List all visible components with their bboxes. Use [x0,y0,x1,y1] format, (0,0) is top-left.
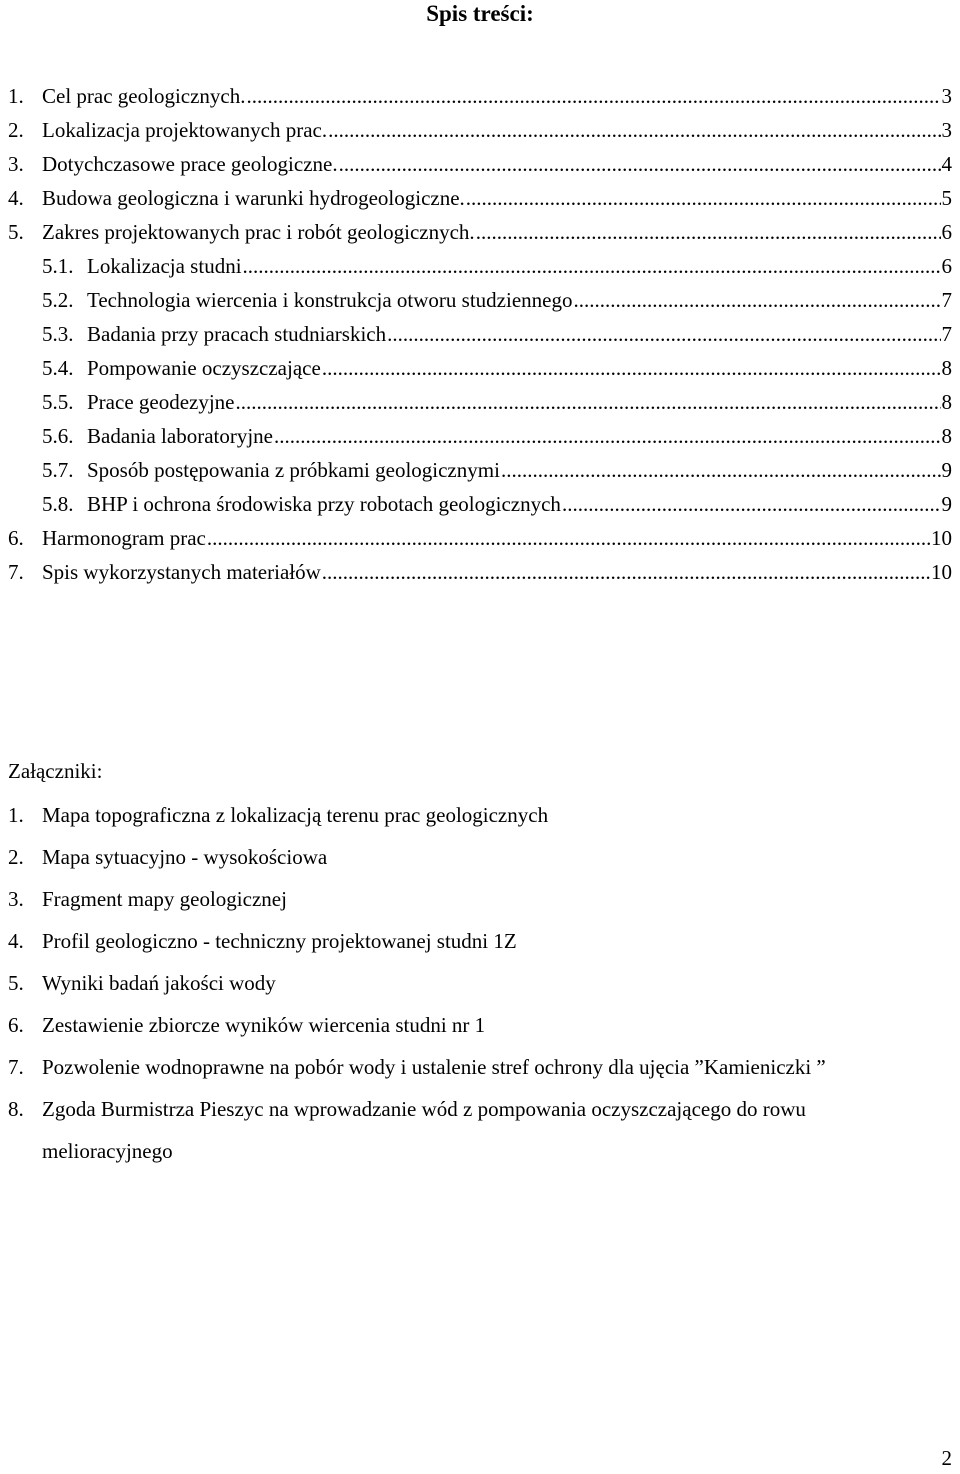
toc-entry-leader-line [87,249,952,283]
table-of-contents [0,79,960,589]
attachments-heading: Załączniki: [8,759,103,783]
attachment-text: Profil geologiczno - techniczny projektowanej studni 1Z [42,929,517,953]
toc-entry-leader-line [87,351,952,385]
toc-entry-leader-line [87,487,952,521]
toc-entry-number: 2. [8,118,24,142]
toc-entry-leader-line [87,453,952,487]
toc-dot-leader [339,147,941,181]
toc-entry-number: 5.2. [42,288,74,312]
toc-entry-leader-line [87,385,952,419]
attachment-item [0,1004,960,1046]
toc-entry[interactable] [0,249,960,283]
attachment-number: 3. [8,887,24,911]
toc-dot-leader [501,453,941,487]
toc-entry[interactable] [0,79,960,113]
toc-entry-page: 3 [941,118,952,142]
toc-dot-leader [573,283,940,317]
toc-entry-leader-line [42,79,952,113]
attachment-text: Mapa sytuacyjno - wysokościowa [42,845,328,869]
attachment-number: 7. [8,1055,24,1079]
toc-dot-leader [236,385,941,419]
toc-entry-title: Lokalizacja studni [87,254,242,278]
attachment-number: 2. [8,845,24,869]
toc-entry-leader-line [42,113,952,147]
toc-dot-leader [562,487,941,521]
attachment-number: 8. [8,1097,24,1121]
attachment-item [0,794,960,836]
toc-entry-title: Prace geodezyjne [87,390,235,414]
toc-entry-title: BHP i ochrona środowiska przy robotach geologicznych [87,492,561,516]
toc-entry[interactable] [0,487,960,521]
toc-entry-title: Dotychczasowe prace geologiczne. [42,152,338,176]
attachment-text: Zgoda Burmistrza Pieszyc na wprowadzanie wód z pompowania oczyszczającego do rowu melioracyjnego [42,1097,806,1163]
toc-entry[interactable] [0,419,960,453]
toc-entry-page: 9 [941,458,952,482]
toc-dot-leader [274,419,940,453]
toc-entry-title: Cel prac geologicznych. [42,84,246,108]
toc-entry-leader-line [42,521,952,555]
attachment-item [0,836,960,878]
toc-entry-leader-line [42,147,952,181]
toc-entry-leader-line [42,555,952,589]
toc-dot-leader [476,215,941,249]
toc-entry-title: Sposób postępowania z próbkami geologicznymi [87,458,500,482]
toc-entry-number: 7. [8,560,24,584]
toc-dot-leader [328,113,940,147]
attachments-list [0,794,960,1172]
toc-entry[interactable] [0,351,960,385]
toc-entry[interactable] [0,147,960,181]
toc-entry-title: Lokalizacja projektowanych prac. [42,118,328,142]
toc-entry-title: Budowa geologiczna i warunki hydrogeologiczne. [42,186,465,210]
toc-entry[interactable] [0,521,960,555]
attachment-number: 4. [8,929,24,953]
toc-dot-leader [247,79,941,113]
toc-entry-page: 6 [941,254,952,278]
toc-dot-leader [243,249,941,283]
toc-entry-number: 5.7. [42,458,74,482]
toc-entry[interactable] [0,113,960,147]
toc-dot-leader [322,555,930,589]
toc-entry[interactable] [0,215,960,249]
toc-entry-number: 5.5. [42,390,74,414]
page-number: 2 [941,1446,952,1470]
toc-entry[interactable] [0,283,960,317]
toc-dot-leader [322,351,941,385]
toc-entry-page: 6 [941,220,952,244]
toc-dot-leader [387,317,940,351]
toc-entry-title: Badania laboratoryjne [87,424,274,448]
toc-entry-number: 5.6. [42,424,74,448]
attachment-number: 1. [8,803,24,827]
toc-entry-number: 5. [8,220,24,244]
toc-entry-page: 5 [941,186,952,210]
toc-entry[interactable] [0,181,960,215]
toc-entry-title: Zakres projektowanych prac i robót geologicznych. [42,220,475,244]
attachment-number: 6. [8,1013,24,1037]
page-title: Spis treści: [426,1,534,26]
toc-entry-page: 3 [941,84,952,108]
toc-entry[interactable] [0,555,960,589]
attachment-text: Mapa topograficzna z lokalizacją terenu prac geologicznych [42,803,549,827]
toc-entry-leader-line [42,181,952,215]
attachment-number: 5. [8,971,24,995]
toc-entry-number: 5.3. [42,322,74,346]
toc-entry-page: 8 [941,356,952,380]
toc-entry-number: 6. [8,526,24,550]
toc-entry-number: 1. [8,84,24,108]
toc-entry-page: 9 [941,492,952,516]
toc-entry-title: Spis wykorzystanych materiałów [42,560,321,584]
attachment-item [0,878,960,920]
attachment-text: Fragment mapy geologicznej [42,887,287,911]
toc-entry-page: 8 [941,424,952,448]
toc-entry-page: 10 [931,526,952,550]
attachment-item [0,1046,960,1088]
toc-entry-leader-line [87,419,952,453]
toc-entry[interactable] [0,317,960,351]
toc-entry-page: 10 [931,560,952,584]
toc-entry[interactable] [0,453,960,487]
attachment-text: Zestawienie zbiorcze wyników wiercenia studni nr 1 [42,1013,486,1037]
toc-entry-title: Technologia wiercenia i konstrukcja otworu studziennego [87,288,573,312]
attachment-item [0,962,960,1004]
toc-entry-leader-line [42,215,952,249]
toc-entry-number: 5.4. [42,356,74,380]
toc-entry-number: 5.8. [42,492,74,516]
toc-entry-number: 5.1. [42,254,74,278]
attachment-text: Wyniki badań jakości wody [42,971,276,995]
toc-entry-title: Badania przy pracach studniarskich [87,322,387,346]
toc-dot-leader [207,521,930,555]
toc-entry-number: 3. [8,152,24,176]
toc-entry-leader-line [87,317,952,351]
attachment-text: Pozwolenie wodnoprawne na pobór wody i ustalenie stref ochrony dla ujęcia ”Kamieniczki ” [42,1055,826,1079]
toc-entry-page: 7 [941,288,952,312]
attachment-item [0,920,960,962]
toc-entry-number: 4. [8,186,24,210]
toc-entry-page: 4 [941,152,952,176]
toc-entry-title: Pompowanie oczyszczające [87,356,321,380]
attachment-item [0,1088,960,1172]
toc-entry-page: 8 [941,390,952,414]
toc-dot-leader [466,181,941,215]
toc-entry[interactable] [0,385,960,419]
toc-entry-title: Harmonogram prac [42,526,206,550]
toc-entry-page: 7 [941,322,952,346]
toc-entry-leader-line [87,283,952,317]
